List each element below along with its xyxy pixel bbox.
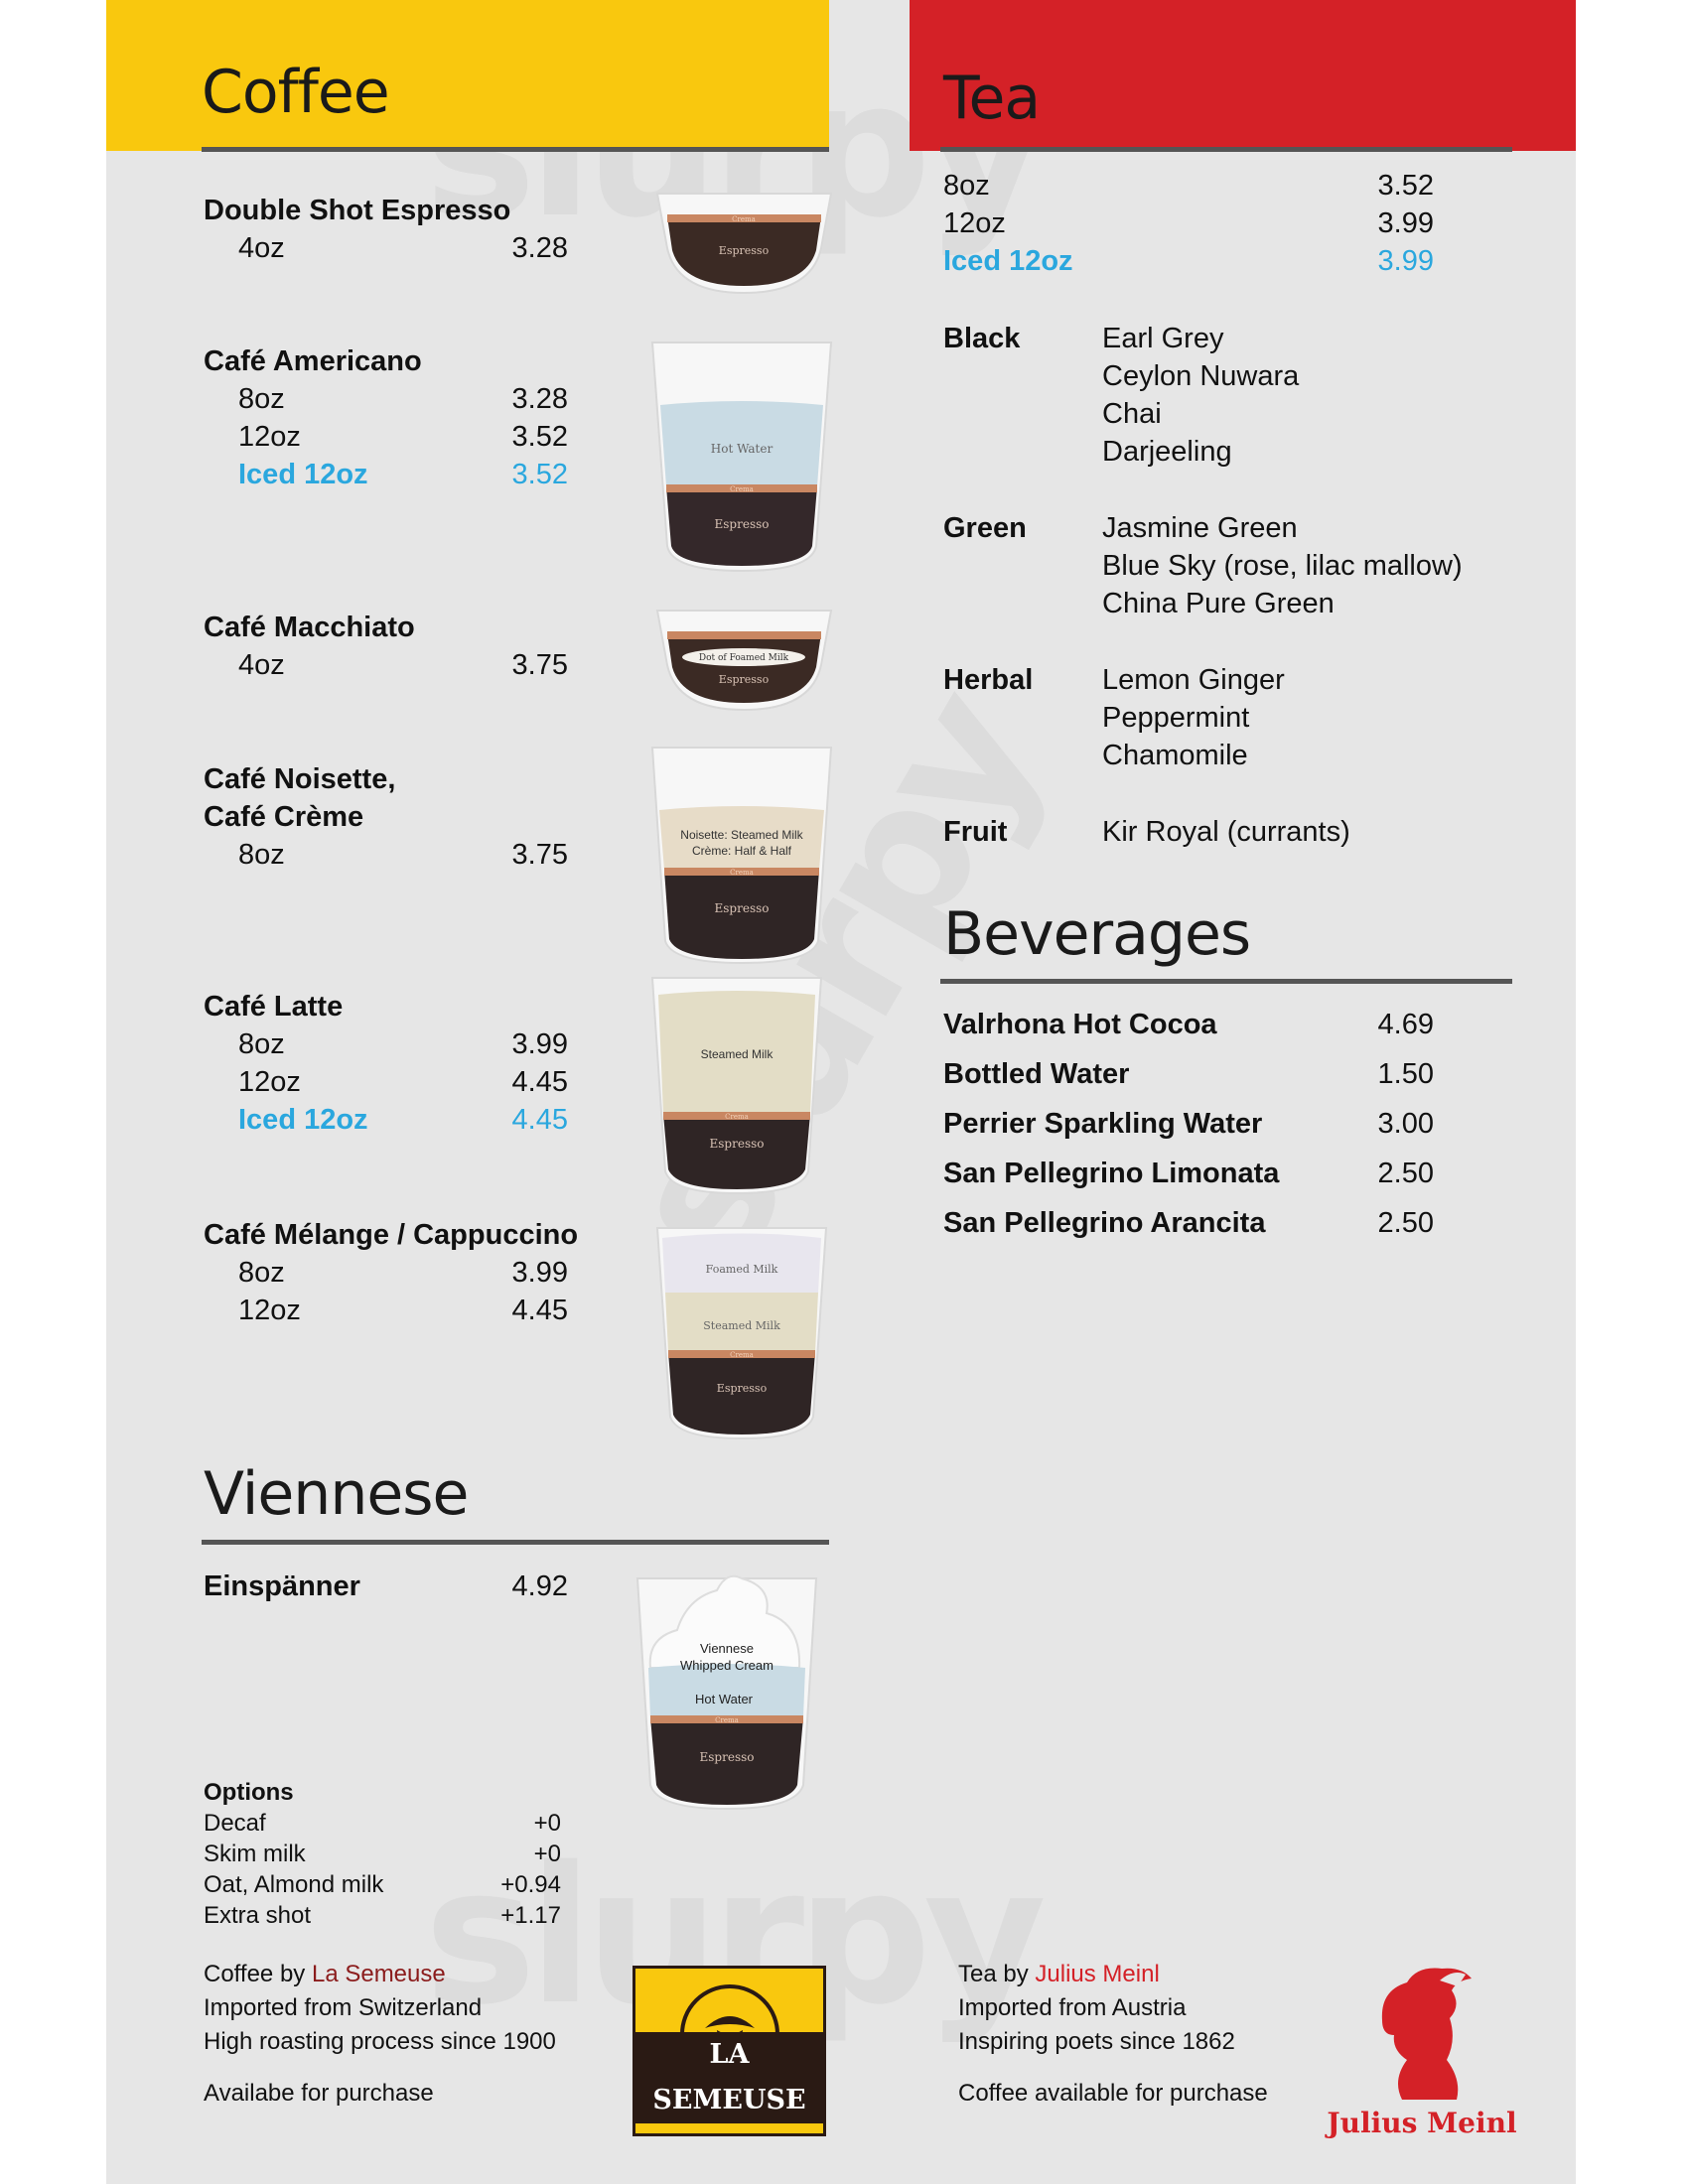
dot-foamed-label: Dot of Foamed Milk — [698, 653, 789, 663]
tea-variety: Lemon Ginger — [1102, 664, 1285, 696]
tea-footer-prefix: Tea by — [958, 1961, 1036, 1987]
beverage-name: Bottled Water — [943, 1058, 1130, 1090]
coffee-title: Coffee — [202, 58, 389, 127]
tea-title: Tea — [943, 64, 1041, 133]
julius-meinl-logo-text: Julius Meinl — [1327, 2107, 1517, 2139]
item-price: 3.99 — [511, 1028, 568, 1060]
espresso-label: Espresso — [714, 901, 770, 915]
tea-size-iced: Iced 12oz — [943, 245, 1073, 277]
einspanner-cup-illustration — [633, 1569, 821, 1812]
coffee-brand: La Semeuse — [311, 1961, 446, 1987]
tea-variety: Jasmine Green — [1102, 512, 1298, 544]
tea-variety: China Pure Green — [1102, 588, 1335, 619]
crema-label: Crema — [730, 869, 754, 877]
foamed-milk-label: Foamed Milk — [705, 1263, 778, 1276]
tea-brand: Julius Meinl — [1035, 1961, 1160, 1987]
tea-price: 3.52 — [1377, 170, 1434, 202]
crema-label: Crema — [730, 1351, 754, 1359]
beverage-price: 2.50 — [1377, 1207, 1434, 1239]
espresso-label: Espresso — [699, 1750, 755, 1764]
item-price: 3.28 — [511, 383, 568, 415]
item-name: Double Shot Espresso — [204, 195, 511, 226]
viennese-title: Viennese — [204, 1459, 469, 1529]
item-name: Einspänner — [204, 1570, 360, 1602]
espresso-label: Espresso — [709, 1137, 765, 1151]
beverages-title: Beverages — [943, 899, 1251, 969]
noisette-cup-illustration — [647, 743, 836, 966]
coffee-rule — [202, 147, 829, 152]
item-price: 3.75 — [511, 649, 568, 681]
tea-variety: Peppermint — [1102, 702, 1250, 734]
options-title: Options — [204, 1779, 294, 1806]
beverage-price: 3.00 — [1377, 1108, 1434, 1140]
item-price-iced: 3.52 — [511, 459, 568, 490]
option-label: Skim milk — [204, 1841, 306, 1867]
crema-label: Crema — [715, 1716, 739, 1724]
tea-variety: Earl Grey — [1102, 323, 1224, 354]
option-price: +0.94 — [500, 1871, 561, 1898]
item-price: 3.52 — [511, 421, 568, 453]
menu-page — [106, 0, 1576, 2184]
creme-label: Crème: Half & Half — [691, 844, 792, 858]
item-size: 8oz — [238, 1028, 285, 1060]
item-price: 3.75 — [511, 839, 568, 871]
item-size-iced: Iced 12oz — [238, 459, 368, 490]
espresso-label: Espresso — [716, 1382, 768, 1395]
tea-footer-line: Inspiring poets since 1862 — [958, 2028, 1235, 2055]
beverage-price: 1.50 — [1377, 1058, 1434, 1090]
item-size: 12oz — [238, 421, 301, 453]
tea-size: 12oz — [943, 207, 1006, 239]
tea-variety: Blue Sky (rose, lilac mallow) — [1102, 550, 1463, 582]
item-name: Café Americano — [204, 345, 422, 377]
viennese-rule — [202, 1540, 829, 1545]
crema-label: Crema — [725, 1113, 749, 1121]
option-price: +1.17 — [500, 1902, 561, 1929]
tea-category: Green — [943, 512, 1027, 544]
item-size: 12oz — [238, 1295, 301, 1326]
item-size: 8oz — [238, 1257, 285, 1289]
espresso-cup-illustration — [652, 189, 836, 298]
tea-price: 3.99 — [1377, 207, 1434, 239]
latte-cup-illustration — [647, 973, 826, 1196]
crema-label: Crema — [730, 485, 754, 493]
coffee-footer-line: Availabe for purchase — [204, 2080, 434, 2107]
item-name: Café Noisette, — [204, 763, 396, 795]
item-price-iced: 4.45 — [511, 1104, 568, 1136]
item-size: 4oz — [238, 649, 285, 681]
tea-category: Black — [943, 323, 1021, 354]
coffee-footer — [204, 1958, 556, 2111]
option-label: Oat, Almond milk — [204, 1871, 384, 1898]
item-name: Café Latte — [204, 991, 344, 1023]
item-price: 4.45 — [511, 1295, 568, 1326]
macchiato-cup-illustration — [652, 606, 836, 715]
coffee-footer-line: High roasting process since 1900 — [204, 2028, 556, 2055]
beverages-rule — [940, 979, 1512, 984]
tea-footer — [958, 1958, 1268, 2111]
item-size: 8oz — [238, 383, 285, 415]
item-price: 3.99 — [511, 1257, 568, 1289]
tea-variety: Chamomile — [1102, 740, 1248, 771]
tea-rule — [940, 147, 1512, 152]
item-price: 3.28 — [511, 232, 568, 264]
item-price: 4.45 — [511, 1066, 568, 1098]
item-size: 4oz — [238, 232, 285, 264]
julius-meinl-boy-icon — [1362, 1961, 1481, 2110]
item-size-iced: Iced 12oz — [238, 1104, 368, 1136]
coffee-footer-prefix: Coffee by — [204, 1961, 312, 1987]
viennese-label: Viennese — [700, 1641, 754, 1656]
tea-size: 8oz — [943, 170, 990, 202]
item-name: Café Crème — [204, 801, 364, 833]
la-semeuse-logo — [633, 1966, 826, 2136]
item-name: Café Macchiato — [204, 612, 415, 643]
espresso-label: Espresso — [718, 673, 770, 686]
tea-variety: Ceylon Nuwara — [1102, 360, 1300, 392]
steamed-milk-label: Steamed Milk — [700, 1047, 774, 1061]
beverage-name: San Pellegrino Arancita — [943, 1207, 1266, 1239]
option-label: Extra shot — [204, 1902, 312, 1929]
tea-price-iced: 3.99 — [1377, 245, 1434, 277]
beverage-name: Valrhona Hot Cocoa — [943, 1009, 1217, 1040]
item-name: Café Mélange / Cappuccino — [204, 1219, 579, 1251]
tea-footer-line: Imported from Austria — [958, 1994, 1187, 2021]
option-price: +0 — [533, 1841, 561, 1867]
option-label: Decaf — [204, 1810, 266, 1837]
tea-variety: Darjeeling — [1102, 436, 1232, 468]
beverage-price: 4.69 — [1377, 1009, 1434, 1040]
item-size: 12oz — [238, 1066, 301, 1098]
steamed-milk-label: Steamed Milk — [703, 1319, 780, 1332]
option-price: +0 — [533, 1810, 561, 1837]
cappuccino-cup-illustration — [652, 1223, 831, 1441]
beverage-name: San Pellegrino Limonata — [943, 1158, 1280, 1189]
whipped-cream-label: Whipped Cream — [680, 1658, 774, 1673]
espresso-label: Espresso — [718, 244, 770, 257]
beverage-name: Perrier Sparkling Water — [943, 1108, 1263, 1140]
crema-label: Crema — [732, 215, 756, 223]
tea-variety: Kir Royal (currants) — [1102, 816, 1350, 848]
tea-variety: Chai — [1102, 398, 1162, 430]
noisette-label: Noisette: Steamed Milk — [680, 828, 803, 842]
tea-footer-line: Coffee available for purchase — [958, 2080, 1268, 2107]
coffee-footer-line: Imported from Switzerland — [204, 1994, 483, 2021]
beverage-price: 2.50 — [1377, 1158, 1434, 1189]
americano-cup-illustration — [647, 338, 836, 576]
la-semeuse-logo-text: LA SEMEUSE — [635, 2032, 823, 2123]
hot-water-label: Hot Water — [710, 442, 774, 456]
tea-category: Herbal — [943, 664, 1034, 696]
espresso-label: Espresso — [714, 517, 770, 531]
tea-category: Fruit — [943, 816, 1008, 848]
hot-water-label: Hot Water — [694, 1692, 754, 1706]
item-size: 8oz — [238, 839, 285, 871]
item-price: 4.92 — [511, 1570, 568, 1602]
